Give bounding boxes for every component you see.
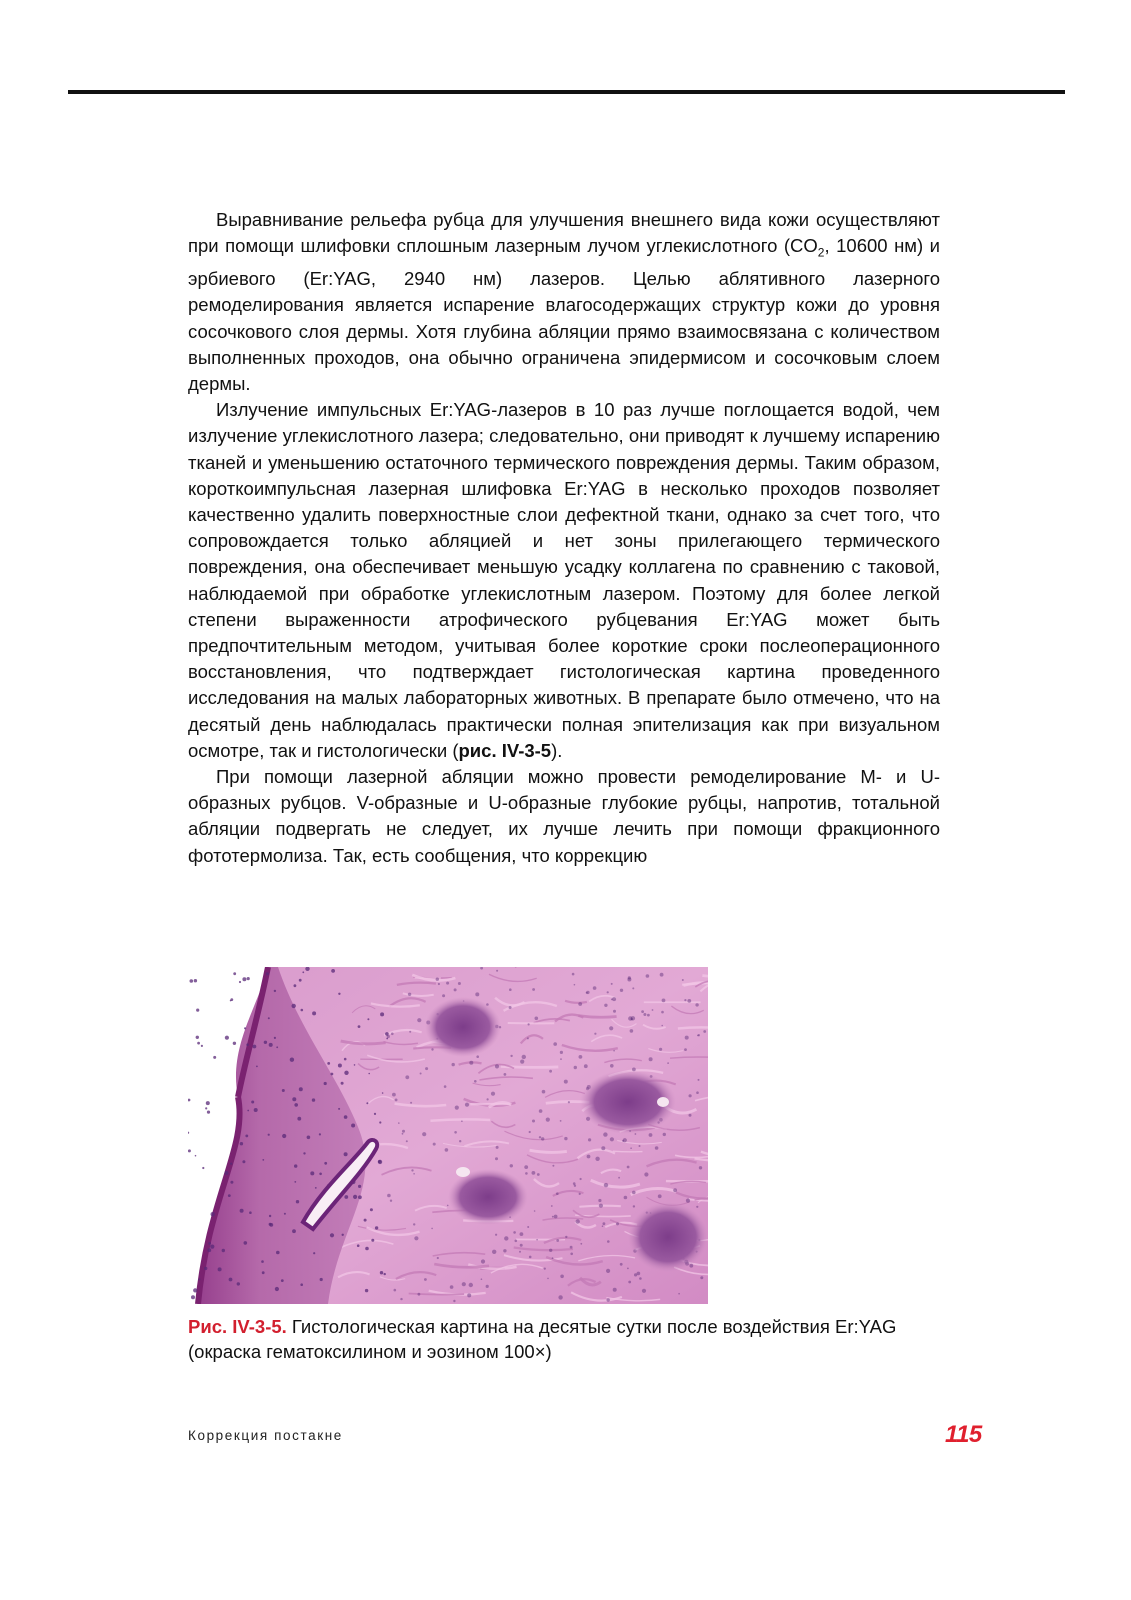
caption-text: Гистологическая картина на десятые сутки после воздействия Er:YAG (окраска гематоксилином и эозином 100×) (188, 1316, 897, 1362)
paragraph-2: Излучение импульсных Er:YAG-лазеров в 10 раз лучше поглощается водой, чем излучение углекислотного лазера; следовательно, они приводят к лучшему испарению тканей и уменьшению остаточного термического повреждения дермы. Таким образом, короткоимпульсная лазерная шлифовка Er:YAG в несколько проходов позволяет качественно удалить поверхностные слои дефектной ткани, однако за счет того, что сопровождается только абляцией и нет зоны прилегающего термического повреждения, она обеспечивает меньшую усадку коллагена по сравнению с таковой, наблюдаемой при обработке углекислотным лазером. Поэтому для более легкой степени выраженности атрофического рубцевания Er:YAG может быть предпочтительным методом, учитывая более короткие сроки послеоперационного восстановления, что подтверждает гистологическая картина проведенного исследования на малых лабораторных животных. В препарате было отмечено, что на десятый день наблюдалась практически полная эпителизация как при визуальном осмотре, так и гистологически (рис. IV-3-5). (188, 399, 940, 761)
paragraph-1: Выравнивание рельефа рубца для улучшения внешнего вида кожи осуществляют при помощи шлифовки сплошным лазерным лучом углекислотного ($CO_2$, 10600 нм) и эрбиевого (Er:YAG, 2940 нм) лазеров. Целью аблятивного лазерного ремоделирования является испарение влагосодержащих структур кожи до уровня сосочкового слоя дермы. Хотя глубина абляции прямо взаимосвязана с количеством выполненных проходов, она обычно ограничена эпидермисом и сосочковым слоем дермы. (188, 209, 941, 394)
figure-caption (188, 1314, 948, 1364)
caption-label: Рис. IV-3-5. (188, 1316, 287, 1337)
subscript-2: 2 (817, 245, 825, 260)
page-number: 115 (945, 1421, 982, 1448)
running-title: Коррекция постакне (188, 1428, 343, 1443)
header-rule (68, 90, 1065, 94)
histology-image (188, 967, 708, 1304)
histology-figure (188, 967, 708, 1304)
body-text (188, 207, 940, 869)
figure-reference[interactable]: рис. IV-3-5 (458, 739, 552, 761)
paragraph-3: При помощи лазерной абляции можно провести ремоделирование M- и U-образных рубцов. V-образные и U-образные глубокие рубцы, напротив, тотальной абляции подвергать не следует, их лучше лечить при помощи фракционного фототермолиза. Так, есть сообщения, что коррекцию (188, 765, 940, 866)
